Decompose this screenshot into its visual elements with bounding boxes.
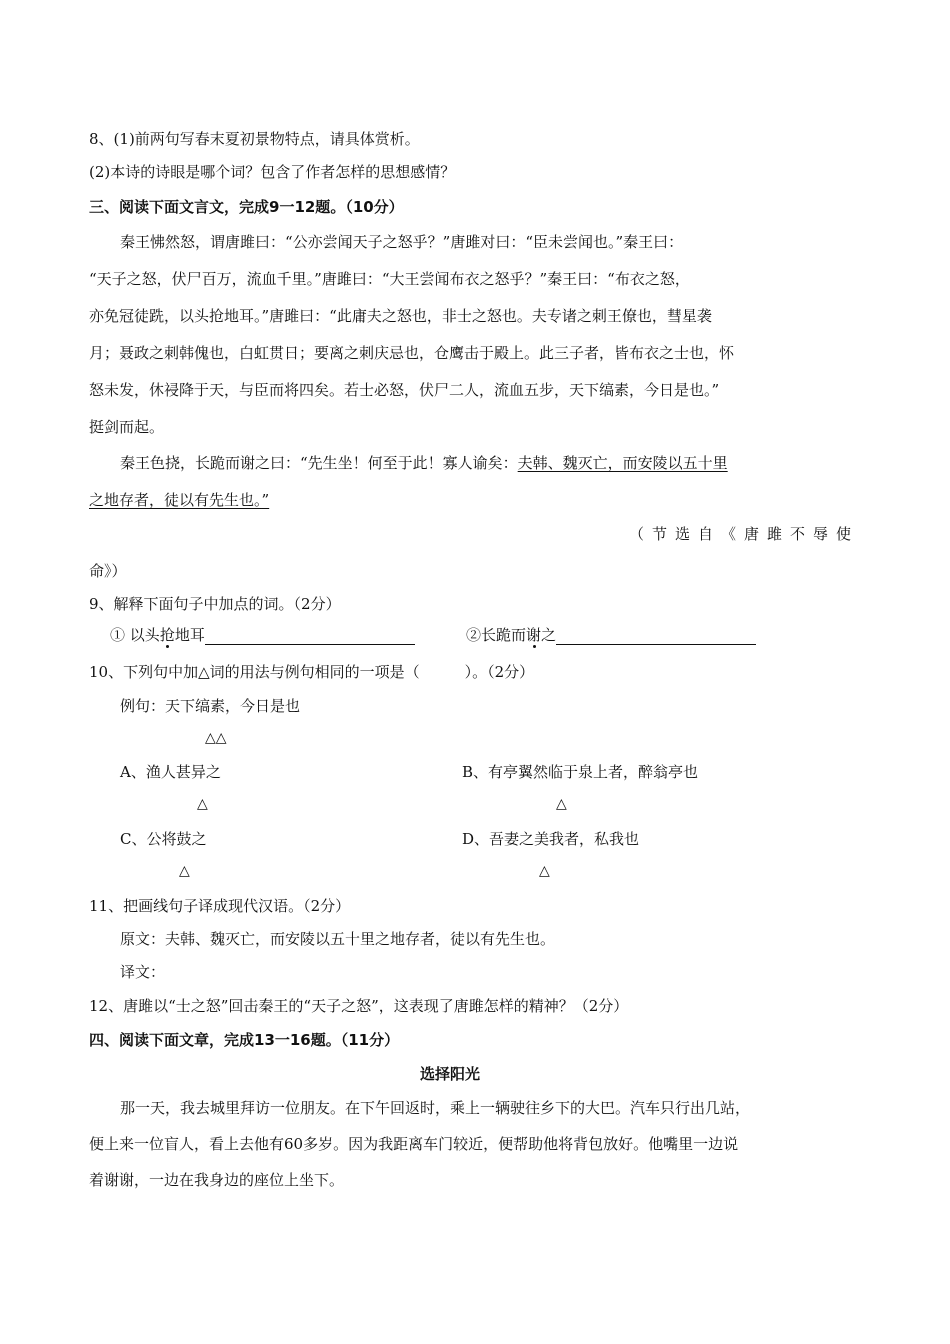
source-citation-1: （节选自《唐雎不辱使	[629, 525, 860, 543]
passage-line-1: 秦王怫然怒，谓唐雎曰：“公亦尝闻天子之怒乎？”唐雎对曰：“臣未尝闻也。”秦王曰：	[120, 233, 684, 251]
q9-stem: 9、解释下面句子中加点的词。（2分）	[89, 595, 341, 613]
q10-option-d-triangle: △	[539, 863, 550, 879]
q10-option-c[interactable]: C、公将鼓之	[120, 830, 207, 848]
underlined-quote-close: ”	[261, 491, 270, 509]
q9-item2-dotted-word: 谢	[526, 626, 542, 644]
q9-item2-pre: 长跪而	[481, 626, 527, 644]
underlined-sentence-part2: 之地存者，徒以有先生也。	[89, 491, 262, 509]
q12-stem: 12、唐雎以“士之怒”回击秦王的“天子之怒”，这表现了唐雎怎样的精神？（2分）	[89, 997, 629, 1015]
q10-option-d[interactable]: D、吾妻之美我者，私我也	[462, 830, 640, 848]
q9-item1-dotted-word: 抢	[159, 626, 175, 644]
passage-line-5: 怒未发，休祲降于天，与臣而将四矣。若士必怒，伏尸二人，流血五步，天下缟素，今日是也。”	[89, 381, 720, 399]
q10-option-c-triangle: △	[179, 863, 190, 879]
q10-option-a[interactable]: A、渔人甚异之	[120, 763, 221, 781]
section3-heading: 三、阅读下面文言文，完成9一12题。（10分）	[89, 198, 404, 216]
q9-item1-num: ①	[110, 626, 126, 644]
q10-option-b[interactable]: B、有亭翼然临于泉上者，醉翁亭也	[462, 763, 699, 781]
q10-option-a-triangle: △	[197, 796, 208, 812]
q10-option-b-triangle: △	[556, 796, 567, 812]
source-citation-2: 命》）	[89, 562, 127, 580]
q8-part2: (2)本诗的诗眼是哪个词？包含了作者怎样的思想感情？	[89, 163, 456, 181]
passage-para2-line-2	[89, 490, 269, 510]
article-line-3: 着谢谢，一边在我身边的座位上坐下。	[89, 1171, 345, 1189]
passage-para2-prefix: 秦王色挠，长跪而谢之曰：“先生坐！何至于此！寡人谕矣：	[120, 454, 518, 472]
q11-translation-label: 译文：	[120, 963, 166, 981]
q8-part1: 8、(1)前两句写春末夏初景物特点，请具体赏析。	[89, 130, 420, 148]
article-line-2: 便上来一位盲人，看上去他有60多岁。因为我距离车门较近，便帮助他将背包放好。他嘴里一边说	[89, 1135, 739, 1153]
q11-original: 原文：夫韩、魏灭亡，而安陵以五十里之地存者，徒以有先生也。	[120, 930, 556, 948]
article-title: 选择阳光	[420, 1065, 481, 1083]
q10-example: 例句：天下缟素，今日是也	[120, 697, 301, 715]
section4-heading: 四、阅读下面文章，完成13一16题。（11分）	[89, 1031, 400, 1049]
q9-item1-pre: 以头	[129, 626, 160, 644]
q9-item1	[110, 625, 415, 645]
q9-item1-post: 地耳	[174, 626, 205, 644]
q9-item2-num: ②	[466, 626, 482, 644]
q9-answer-blank-1[interactable]	[205, 628, 415, 645]
q10-stem: 10、下列句中加△词的用法与例句相同的一项是（ ）。（2分）	[89, 663, 535, 681]
q9-answer-blank-2[interactable]	[556, 628, 756, 645]
passage-para2-line-1	[120, 453, 728, 473]
underlined-sentence-part1: 夫韩、魏灭亡，而安陵以五十里	[517, 454, 728, 472]
article-line-1: 那一天，我去城里拜访一位朋友。在下午回返时，乘上一辆驶往乡下的大巴。汽车只行出几站，	[120, 1099, 751, 1117]
q11-stem: 11、把画线句子译成现代汉语。（2分）	[89, 897, 351, 915]
q10-example-triangles: △△	[205, 730, 227, 746]
q9-item2	[466, 625, 756, 645]
q9-item2-post: 之	[541, 626, 557, 644]
passage-line-3: 亦免冠徒跣，以头抢地耳。”唐雎曰：“此庸夫之怒也，非士之怒也。夫专诸之刺王僚也，彗星袭	[89, 307, 712, 325]
passage-line-6: 挺剑而起。	[89, 418, 165, 436]
passage-line-4: 月；聂政之刺韩傀也，白虹贯日；要离之刺庆忌也，仓鹰击于殿上。此三子者，皆布衣之士也，怀	[89, 344, 735, 362]
passage-line-2: “天子之怒，伏尸百万，流血千里。”唐雎曰：“大王尝闻布衣之怒乎？”秦王曰：“布衣之怒，	[89, 270, 690, 288]
